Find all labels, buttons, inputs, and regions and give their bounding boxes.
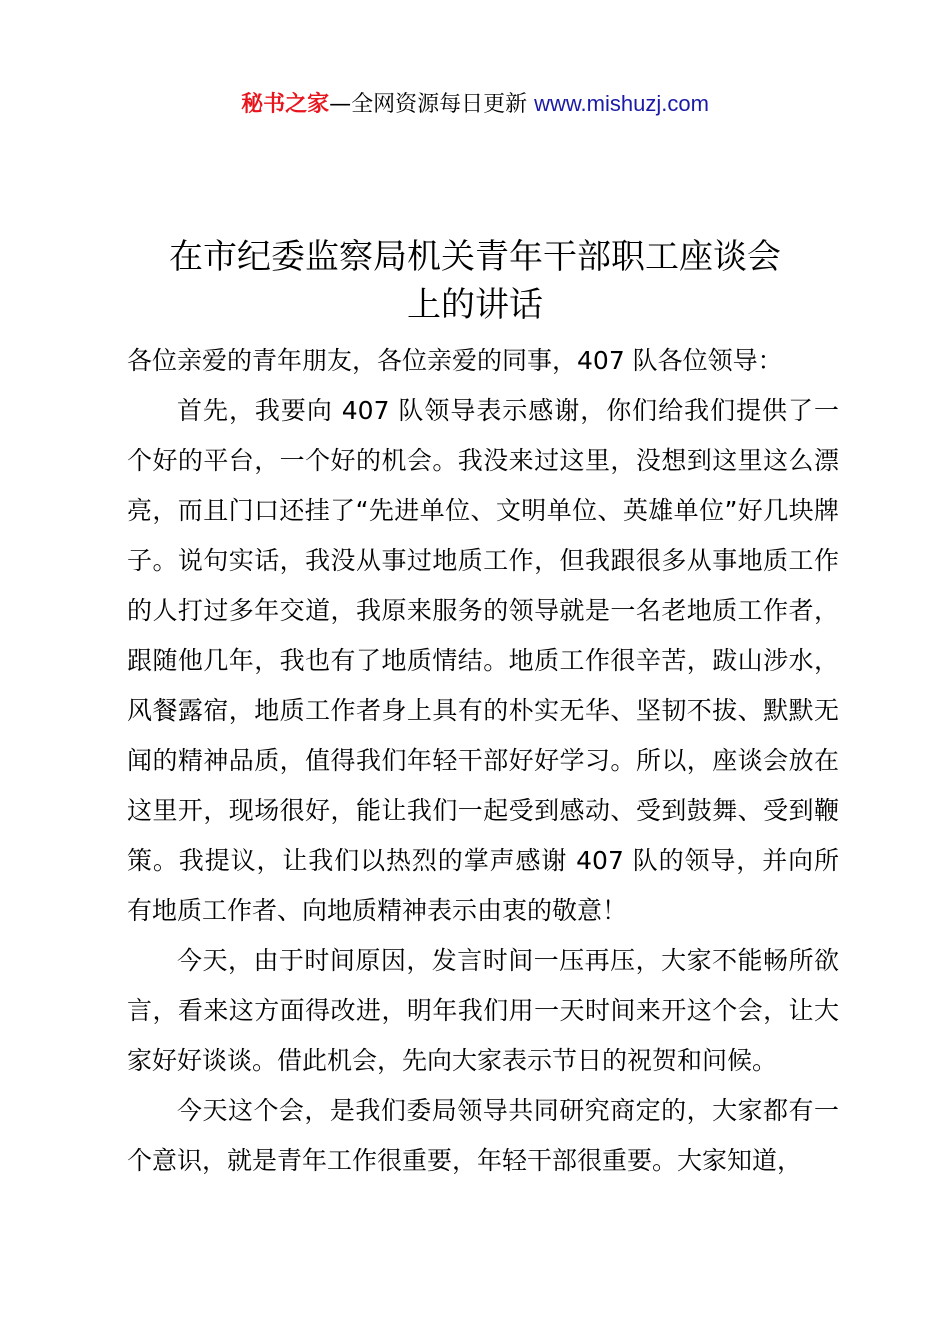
site-brand: 秘书之家 <box>241 92 330 117</box>
site-url-link[interactable]: www.mishuzj.com <box>534 91 709 116</box>
site-header <box>0 88 950 121</box>
document-title <box>0 233 950 329</box>
document-title-line-1: 在市纪委监察局机关青年干部职工座谈会 <box>169 237 781 277</box>
paragraph: 今天这个会，是我们委局领导共同研究商定的，大家都有一个意识，就是青年工作很重要，年轻干部很重要。大家知道， <box>127 1096 839 1175</box>
paragraph: 首先，我要向 407 队领导表示感谢，你们给我们提供了一个好的平台，一个好的机会。我没来过这里，没想到这里这么漂亮，而且门口还挂了“先进单位、文明单位、英雄单位”好几块牌子。说句实话，我没从事过地质工作，但我跟很多从事地质工作的人打过多年交道，我原来服务的领导就是一名老地质工作者，跟随他几年，我也有了地质情结。地质工作很辛苦，跋山涉水，风餐露宿，地质工作者身上具有的朴实无华、坚韧不拔、默默无闻的精神品质，值得我们年轻干部好好学习。所以，座谈会放在这里开，现场很好，能让我们一起受到感动、受到鼓舞、受到鞭策。我提议，让我们以热烈的掌声感谢 407 队的领导，并向所有地质工作者、向地质精神表示由衷的敬意！ <box>127 396 839 925</box>
document-title-line-2: 上的讲话 <box>407 285 543 325</box>
salutation: 各位亲爱的青年朋友，各位亲爱的同事，407 队各位领导： <box>127 346 783 375</box>
document-body <box>127 336 839 1186</box>
paragraph: 今天，由于时间原因，发言时间一压再压，大家不能畅所欲言，看来这方面得改进，明年我们用一天时间来开这个会，让大家好好谈谈。借此机会，先向大家表示节日的祝贺和问候。 <box>127 946 839 1075</box>
site-slogan: —全网资源每日更新 <box>329 92 535 117</box>
